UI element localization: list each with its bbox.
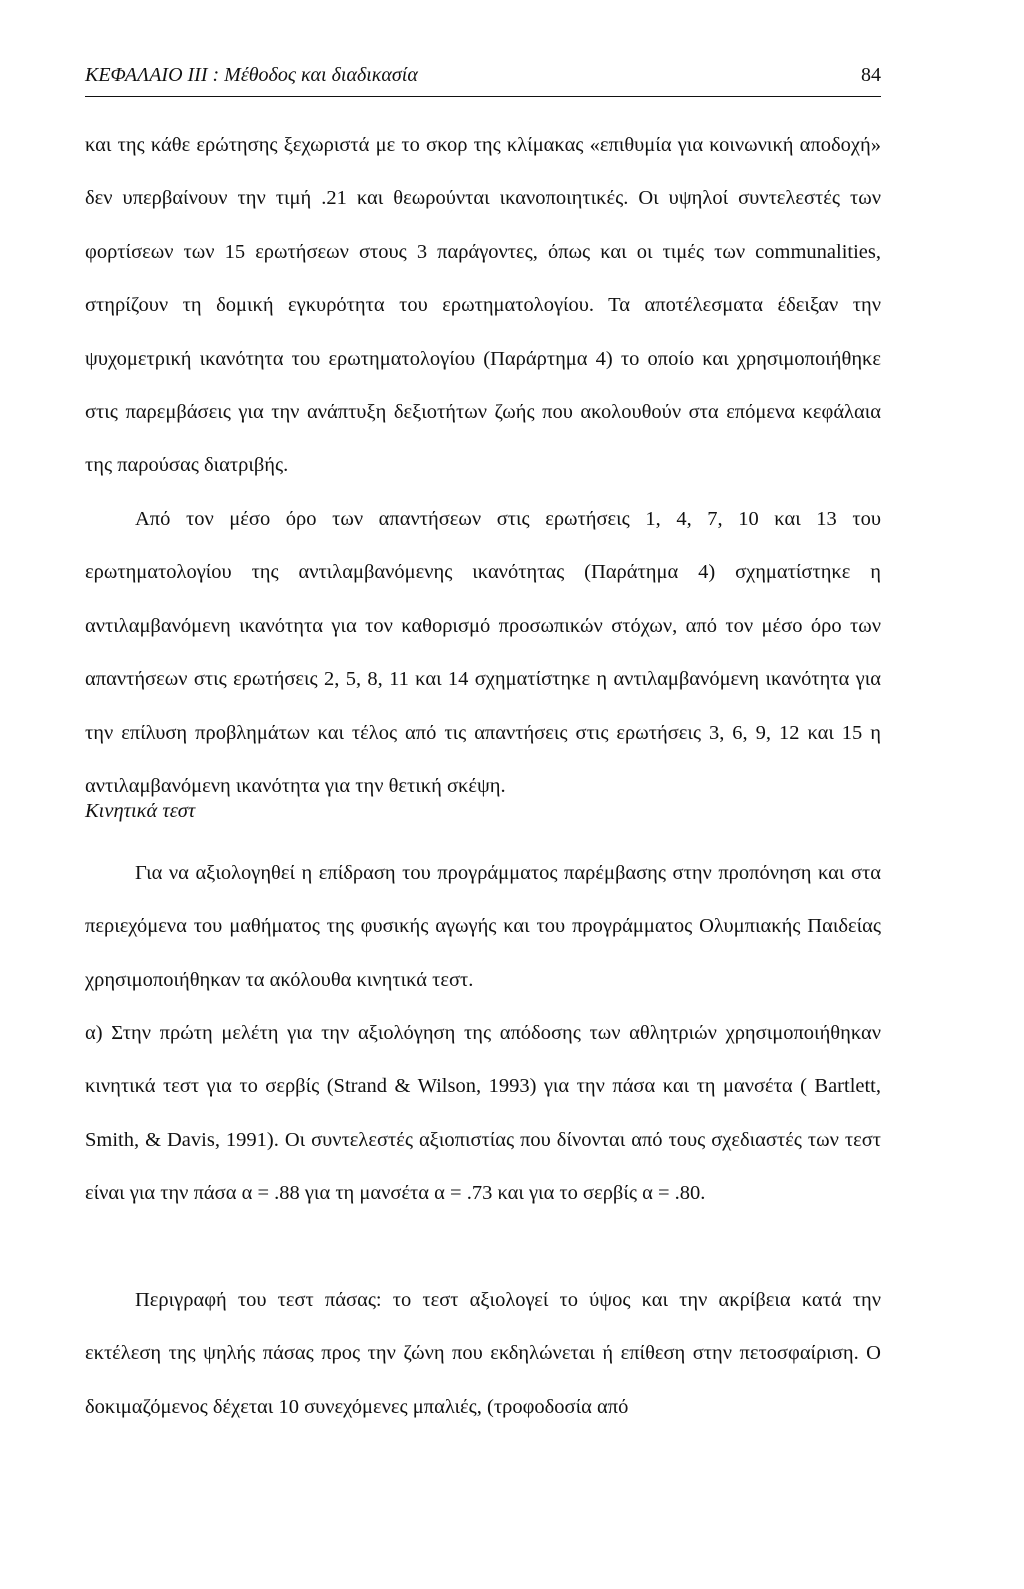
paragraph-perceived-ability: Από τον μέσο όρο των απαντήσεων στις ερωτήσεις 1, 4, 7, 10 και 13 του ερωτηματολογίου της αντιλαμβανόμενης ικανότητας (Παράτημα 4) σχηματίστηκε η αντιλαμβανόμενη ικανότητα για τον καθορισμό προσωπικών στόχων, από τον μέσο όρο των απαντήσεων στις ερωτήσεις 2, 5, 8, 11 και 14 σχηματίστηκε η αντιλαμβανόμενη ικανότητα για την επίλυση προβλημάτων και τέλος από τις απαντήσεις στις ερωτήσεις 3, 6, 9, 12 και 15 η αντιλαμβανόμενη ικανότητα για την θετική σκέψη. <box>85 508 881 798</box>
paragraph-pass-test: Περιγραφή του τεστ πάσας: το τεστ αξιολογεί το ύψος και την ακρίβεια κατά την εκτέλεση της ψηλής πάσας προς την ζώνη που εκδηλώνεται ή επίθεση στην πετοσφαίριση. Ο δοκιμαζόμενος δέχεται 10 συνεχόμενες μπαλιές, (τροφοδοσία από <box>85 1289 881 1418</box>
paragraph-validity: και της κάθε ερώτησης ξεχωριστά με το σκορ της κλίμακας «επιθυμία για κοινωνική αποδοχή» δεν υπερβαίνουν την τιμή .21 και θεωρούνται ικανοποιητικές. Οι υψηλοί συντελεστές των φορτίσεων των 15 ερωτήσεων στους 3 παράγοντες, όπως και οι τιμές των communalities, στηρίζουν τη δομική εγκυρότητα του ερωτηματολογίου. Τα αποτέλεσματα έδειξαν την ψυχομετρική ικανότητα του ερωτηματολογίου (Παράρτημα 4) το οποίο και χρησιμοποιήθηκε στις παρεμβάσεις για την ανάπτυξη δεξιοτήτων ζωής που ακολουθούν στα επόμενα κεφάλαια της παρούσας διατριβής. <box>85 134 881 477</box>
page-header <box>85 62 881 97</box>
section-heading: Κινητικά τεστ <box>85 800 196 822</box>
paragraph-motor-tests-intro: Για να αξιολογηθεί η επίδραση του προγράμματος παρέμβασης στην προπόνηση και στα περιεχόμενα του μαθήματος της φυσικής αγωγής και του προγράμματος Ολυμπιακής Παιδείας χρησιμοποιήθηκαν τα ακόλουθα κινητικά τεστ. <box>85 862 881 991</box>
chapter-title: ΚΕΦΑΛΑΙΟ ΙΙΙ : Μέθοδος και διαδικασία <box>85 64 418 86</box>
paragraph-first-study: α) Στην πρώτη μελέτη για την αξιολόγηση της απόδοσης των αθλητριών χρησιμοποιήθηκαν κινητικά τεστ για το σερβίς (Strand & Wilson, 1993) για την πάσα και τη μανσέτα ( Bartlett, Smith, & Davis, 1991). Οι συντελεστές αξιοπιστίας που δίνονται από τους σχεδιαστές των τεστ είναι για την πάσα α = .88 για τη μανσέτα α = .73 και για το σερβίς α = .80. <box>85 1022 881 1205</box>
page-number: 84 <box>861 64 881 86</box>
